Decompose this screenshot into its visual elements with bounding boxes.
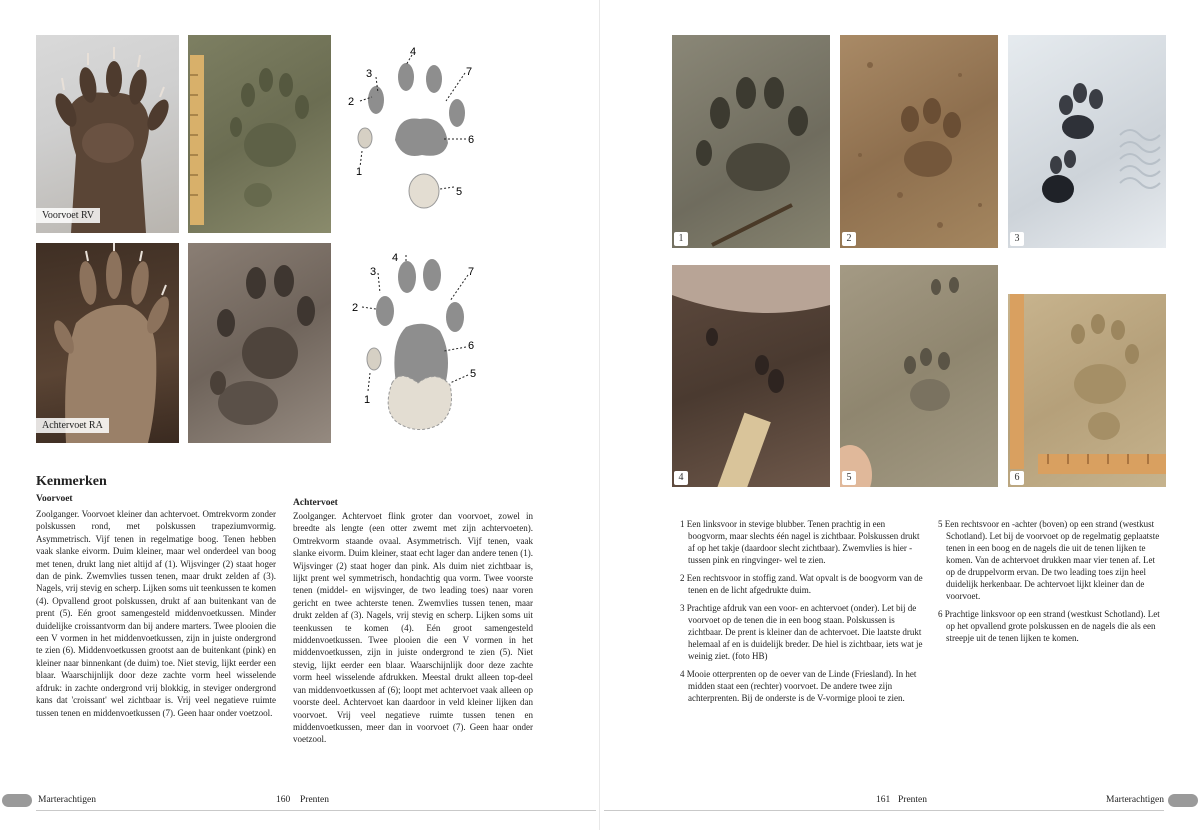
- diagram-hind-label-4: 4: [392, 252, 399, 264]
- footer-pill-right: [1168, 794, 1198, 807]
- photo-1: [672, 35, 830, 248]
- footer-section-right: Marterachtigen: [1106, 795, 1165, 805]
- photo-4: [672, 265, 830, 487]
- footer-chapter-left: Prenten: [300, 795, 330, 805]
- right-page: [600, 0, 1200, 830]
- diagram-front-label-7: 7: [466, 66, 473, 78]
- front-print-mud-illustration: [188, 35, 331, 233]
- diagram-front-label-1: 1: [356, 166, 363, 178]
- diagram-hind-label-7: 7: [468, 266, 475, 278]
- caption-6: 6 Prachtige linksvoor op een strand (westkust Schotland). Let op het opvallend grote polskussen en de nagels die als een streepje uit de tenen lijken te komen.: [938, 609, 1160, 643]
- achtervoet-title: Achtervoet: [293, 498, 338, 508]
- photo-number-4: 4: [674, 471, 688, 485]
- photo-3: [1008, 35, 1166, 248]
- achtervoet-text: Zoolganger. Achtervoet flink groter dan voorvoet, zowel in breedte als lengte (een otter zwemt met zijn achtervoeten). Omtrekvorm staande ovaal. Asymmetrisch. Vijf tenen, vaak slanke eivorm. Duim kleiner, staat echt lager dan andere tenen (1). Wijsvinger (2) staat hoger dan pink. Als duim niet zichtbaar is, lijkt prent wel symmetrisch, hondachtig qua vorm. Twee voorste tenen (middel- en wijsvinger, de two leading toes) naar voren gericht en twee achterste tenen. Zwemvlies tussen tenen, maar drukt zelden af (3). Nagels, vrij stevig en scherp. Lijken soms uit teenkussen te komen (4). Eén groot samengesteld middenvoetkussen. Twee plooien die een V vormen in het middenvoetkussen, zijn in juiste ondergrond te zien (5). Niet stevig, lijkt eerder een blaar. Waarschijnlijk door deze zachte vorm heel wisselende afdrukken. Meestal drukt alleen top-deel van middenvoetkussen af (6); loopt met achtervoet vaak alleen op voorste deel. Achtervoet kan daardoor in veld kleiner lijken dan voorvoet. Vrij veel negatieve ruimte tussen tenen en middenvoetkussen, meer dan in voorvoet (7). Geen haar onder voetzool.: [293, 511, 533, 745]
- photo-number-3: 3: [1010, 232, 1024, 246]
- diagram-front-label-6: 6: [468, 134, 475, 146]
- caption-4: 4 Mooie otterprenten op de oever van de Linde (Friesland). In het midden staat een (rechter) voorvoet. De andere twee zijn achterprenten. Bij de onderste is de V-vormige plooi te zien.: [680, 669, 917, 703]
- photo-number-1: 1: [674, 232, 688, 246]
- photo-6: [1008, 294, 1166, 487]
- photo-5: [840, 265, 998, 487]
- caption-5: 5 Een rechtsvoor en -achter (boven) op een strand (westkust Schotland). Let bij de voorvoet op de regelmatig geplaatste tenen in een boog en de nagels die uit de tenen lijken te komen. Van de achtervoet drukken maar vier tenen af. Let op de druppelvorm ervan. De two leading toes zijn heel duidelijk herkenbaar. De achtervoet lijkt kleiner dan de voorvoet.: [938, 519, 1160, 601]
- photo-3-illustration: [1008, 35, 1166, 248]
- photo-2: [840, 35, 998, 248]
- diagram-front-label-5: 5: [456, 186, 463, 198]
- footer-chapter-right: Prenten: [898, 795, 928, 805]
- photo-6-illustration: [1008, 294, 1166, 487]
- photo-front-print-mud: [188, 35, 331, 233]
- caption-1: 1 Een linksvoor in stevige blubber. Tenen prachtig in een boogvorm, maar slechts één nagel is zichtbaar. Polskussen drukt af op het takje (daardoor slecht zichtbaar). Zwemvlies is hier -tussen pink en ringvinger- wel te zien.: [680, 519, 920, 565]
- photo-5-illustration: [840, 265, 998, 487]
- caption-3: 3 Prachtige afdruk van een voor- en achtervoet (onder). Let bij de voorvoet op de tenen die in een boog staan. Polskussen is zichtbaar. De prent is kleiner dan de achtervoet. Die laatste drukt helemaal af en is duidelijk breder. De hiel is zichtbaar, iets wat je weinig ziet. (foto HB): [680, 603, 923, 661]
- hind-foot-diagram: [340, 243, 490, 443]
- hind-print-illustration: [188, 243, 331, 443]
- footer-pill-left: [2, 794, 32, 807]
- diagram-hind-label-1: 1: [364, 394, 371, 406]
- footer-line-left: [36, 810, 596, 811]
- front-foot-illustration: [36, 35, 179, 233]
- caption-2: 2 Een rechtsvoor in stoffig zand. Wat opvalt is de boogvorm van de tenen en de licht afgedrukte duim.: [680, 573, 923, 595]
- diagram-hind-foot: [340, 243, 490, 443]
- diagram-hind-label-6: 6: [468, 340, 475, 352]
- captions-column-left: [680, 518, 924, 710]
- diagram-front-label-4: 4: [410, 46, 417, 58]
- photo-2-illustration: [840, 35, 998, 248]
- captions-column-right: [938, 518, 1166, 650]
- diagram-hind-label-3: 3: [370, 266, 377, 278]
- photo-number-5: 5: [842, 471, 856, 485]
- diagram-front-foot: [340, 35, 490, 233]
- footer-section-left: Marterachtigen: [38, 795, 97, 805]
- voorvoet-title: Voorvoet: [36, 494, 73, 504]
- diagram-front-label-2: 2: [348, 96, 355, 108]
- diagram-hind-label-5: 5: [470, 368, 477, 380]
- photo-caption-hind: Achtervoet RA: [36, 418, 109, 433]
- diagram-hind-label-2: 2: [352, 302, 359, 314]
- section-heading: Kenmerken: [36, 474, 107, 489]
- photo-caption-front: Voorvoet RV: [36, 208, 100, 223]
- front-foot-diagram: [340, 35, 490, 233]
- photo-hind-foot: [36, 243, 179, 443]
- diagram-front-label-3: 3: [366, 68, 373, 80]
- photo-4-illustration: [672, 265, 830, 487]
- voorvoet-text: Zoolganger. Voorvoet kleiner dan achtervoet. Omtrekvorm zonder polskussen rond, met polskussen trapeziumvormig. Asymmetrisch. Vijf tenen in regelmatige boog. Tenen hebben vaak slanke eivorm. Duim kleiner, maar wel onderdeel van boog met tenen, drukt lang niet altijd af (1). Wijsvinger (2) staat hoger dan de pink. Zwemvlies tussen tenen, maar drukt zelden af (3). Nagels, vrij stevig en scherp. Lijken soms uit teenkussen te komen (4). Opvallend groot polskussen, drukt af aan buitenkant van de prent (5). Eén groot samengesteld middenvoetkussen. Minder duidelijke croissantvorm dan bij andere marters. Twee plooien die een V vormen in het middenvoetkussen, zijn in juiste ondergrond te zien (6). Middenvoetkussen grootst aan de buitenkant (pink) en kleiner naar binnenkant (de duim) toe. Niet stevig, lijkt eerder een blaar. Waarschijnlijk door deze zachte vorm heel wisselende afdruk: in zachte ondergrond vrij blokkig, in steviger ondergrond kans dat 'croissant' wel zichtbaar is. Vrij veel negatieve ruimte tussen tenen en middenvoetkussen (7). Geen haar onder voetzool.: [36, 509, 276, 718]
- photo-number-6: 6: [1010, 471, 1024, 485]
- footer-page-number-left: 160: [276, 795, 291, 805]
- photo-number-2: 2: [842, 232, 856, 246]
- photo-front-foot: [36, 35, 179, 233]
- photo-1-illustration: [672, 35, 830, 248]
- hind-foot-illustration: [36, 243, 179, 443]
- footer-line-right: [604, 810, 1164, 811]
- photo-hind-print: [188, 243, 331, 443]
- footer-page-number-right: 161: [876, 795, 891, 805]
